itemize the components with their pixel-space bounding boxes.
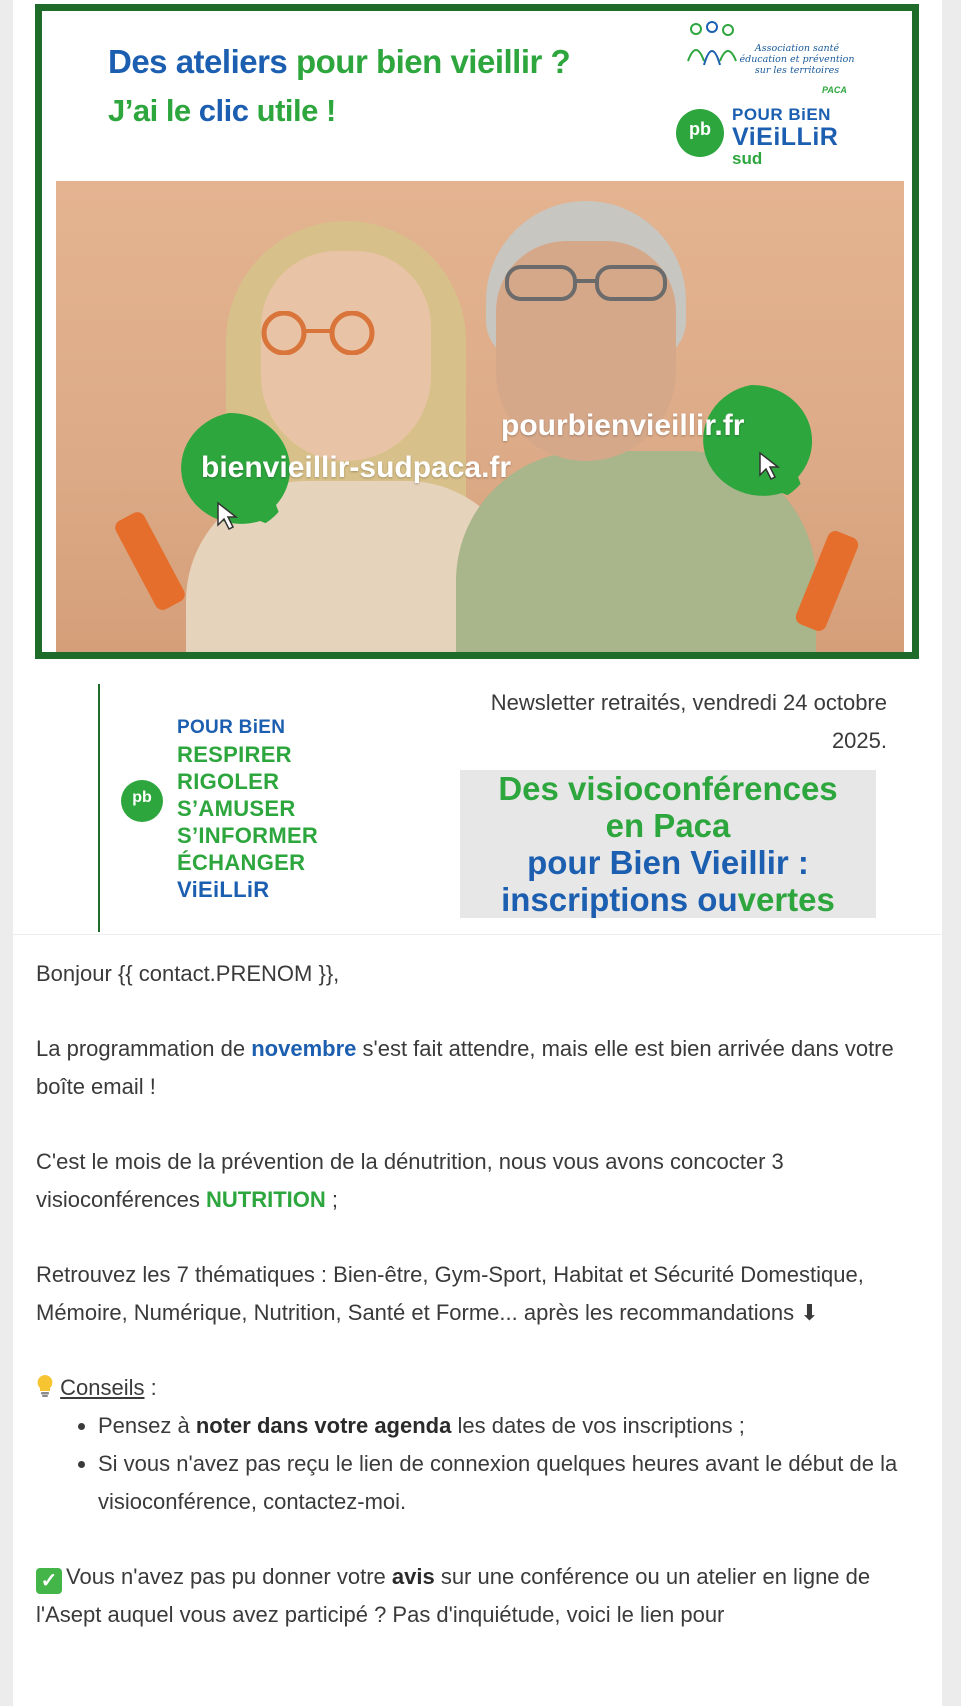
tip1-bold: noter dans votre agenda	[195, 1413, 452, 1438]
hero-title-part2: pour bien vieillir ?	[295, 43, 571, 80]
logo-line-3: sud	[732, 149, 763, 168]
left-cursor-icon	[214, 501, 244, 531]
avis-bold: avis	[391, 1564, 435, 1589]
right-bubble-url[interactable]: pourbienvieillir.fr	[501, 409, 745, 442]
month-highlight: novembre	[251, 1036, 357, 1061]
nutrition-highlight: NUTRITION	[205, 1187, 326, 1212]
headline-line-3: pour Bien Vieillir :	[527, 844, 809, 881]
tip1-text-c: les dates de vos inscriptions ;	[451, 1413, 745, 1438]
down-arrow-icon: ⬇	[800, 1300, 819, 1325]
pour-bien-respirer-logo	[121, 714, 351, 904]
headline-line-2: en Paca	[605, 807, 731, 844]
p4-text-c: sur une conférence ou un atelier en ligne de l'Asept auquel vous avez participé ? Pas d'inquiétude, voici le lien pour	[36, 1564, 871, 1627]
left-bubble-url[interactable]: bienvieillir-sudpaca.fr	[201, 451, 512, 484]
list-item	[98, 1407, 906, 1445]
woman-phone	[112, 509, 187, 612]
conseils-list	[36, 1407, 906, 1521]
headline-box	[460, 770, 876, 918]
logo-line-1: POUR BiEN	[732, 105, 831, 124]
hero-photo	[56, 181, 904, 659]
p2-text-c: ;	[325, 1187, 338, 1212]
man-glasses-icon	[501, 261, 671, 305]
association-text	[732, 43, 862, 76]
p4-text-a: Vous n'avez pas pu donner votre	[66, 1564, 392, 1589]
p2-text-a: C'est le mois de la prévention de la dénutrition, nous vous avons concocter 3 visioconférences	[36, 1149, 784, 1212]
tip1-text-a: Pensez à	[98, 1413, 196, 1438]
logo-word-1: POUR BiEN	[177, 717, 286, 738]
p1-text-a: La programmation de	[36, 1036, 252, 1061]
newsletter-page	[13, 0, 942, 1706]
pb-logo-text: pb	[689, 119, 711, 139]
paragraph-programmation	[36, 1030, 906, 1106]
lightbulb-icon	[36, 1374, 54, 1398]
paragraph-avis	[36, 1558, 906, 1634]
check-mark-icon: ✓	[36, 1568, 62, 1594]
paragraph-nutrition	[36, 1143, 906, 1219]
pb-logo-icon	[676, 109, 724, 157]
hero-title	[108, 43, 570, 81]
conseils-link[interactable]: Conseils	[60, 1375, 145, 1400]
left-divider	[98, 684, 100, 932]
logo-word-3: RIGOLER	[177, 769, 280, 794]
logo-line-2: ViEiLLiR	[732, 123, 839, 151]
hero-subtitle	[108, 93, 336, 129]
pour-bien-vieillir-sud-logo	[676, 103, 866, 173]
logo-word-2: RESPIRER	[177, 742, 292, 767]
logo-word-6: ÉCHANGER	[177, 850, 306, 875]
conseils-suffix: :	[144, 1375, 157, 1400]
association-line-2: éducation et prévention	[739, 54, 855, 65]
headline-line-4-a: inscriptions ou	[501, 881, 738, 918]
pb-small-logo-text: pb	[132, 789, 152, 806]
newsletter-date: Newsletter retraités, vendredi 24 octobre 2025.	[490, 690, 887, 753]
logo-word-5: S’INFORMER	[177, 823, 319, 848]
headline-line-4-b: vertes	[737, 881, 835, 918]
association-line-3: sur les territoires	[754, 65, 840, 76]
right-speech-bubble-icon	[686, 381, 816, 506]
newsletter-body	[36, 955, 906, 1671]
logo-word-stack	[177, 714, 318, 903]
association-line-1: Association santé	[754, 43, 840, 54]
right-cursor-icon	[756, 451, 786, 481]
greeting: Bonjour {{ contact.PRENOM }},	[36, 961, 340, 986]
p1-text-c: s'est fait attendre, mais elle est bien arrivée dans votre boîte email !	[36, 1036, 894, 1099]
logo-word-7: ViEiLLiR	[177, 877, 270, 902]
logo-word-4: S’AMUSER	[177, 796, 296, 821]
hero-title-part1: Des ateliers	[108, 43, 296, 80]
headline-line-4	[460, 881, 876, 918]
woman-face	[261, 251, 431, 461]
p3-text: Retrouvez les 7 thématiques : Bien-être, Gym-Sport, Habitat et Sécurité Domestique, Mémoire, Numérique, Nutrition, Santé et Forme... après les recommandations	[36, 1262, 864, 1325]
association-region: PACA	[822, 85, 847, 95]
hero-banner[interactable]	[35, 4, 919, 659]
headline-line-1: Des visioconférences	[498, 770, 838, 807]
hero-subtitle-part3: utile !	[248, 93, 336, 128]
list-item	[98, 1445, 906, 1521]
hero-subtitle-part2: clic	[198, 93, 249, 128]
woman-glasses-icon	[256, 311, 386, 355]
section-divider	[13, 934, 942, 935]
hero-subtitle-part1: J’ai le	[108, 93, 199, 128]
association-logo	[682, 19, 882, 95]
pb-small-logo-icon	[121, 780, 163, 822]
conseils-heading	[36, 1369, 906, 1407]
paragraph-thematiques	[36, 1256, 906, 1332]
tip2-text: Si vous n'avez pas reçu le lien de connexion quelques heures avant le début de la visioconférence, contactez-moi.	[98, 1451, 898, 1514]
